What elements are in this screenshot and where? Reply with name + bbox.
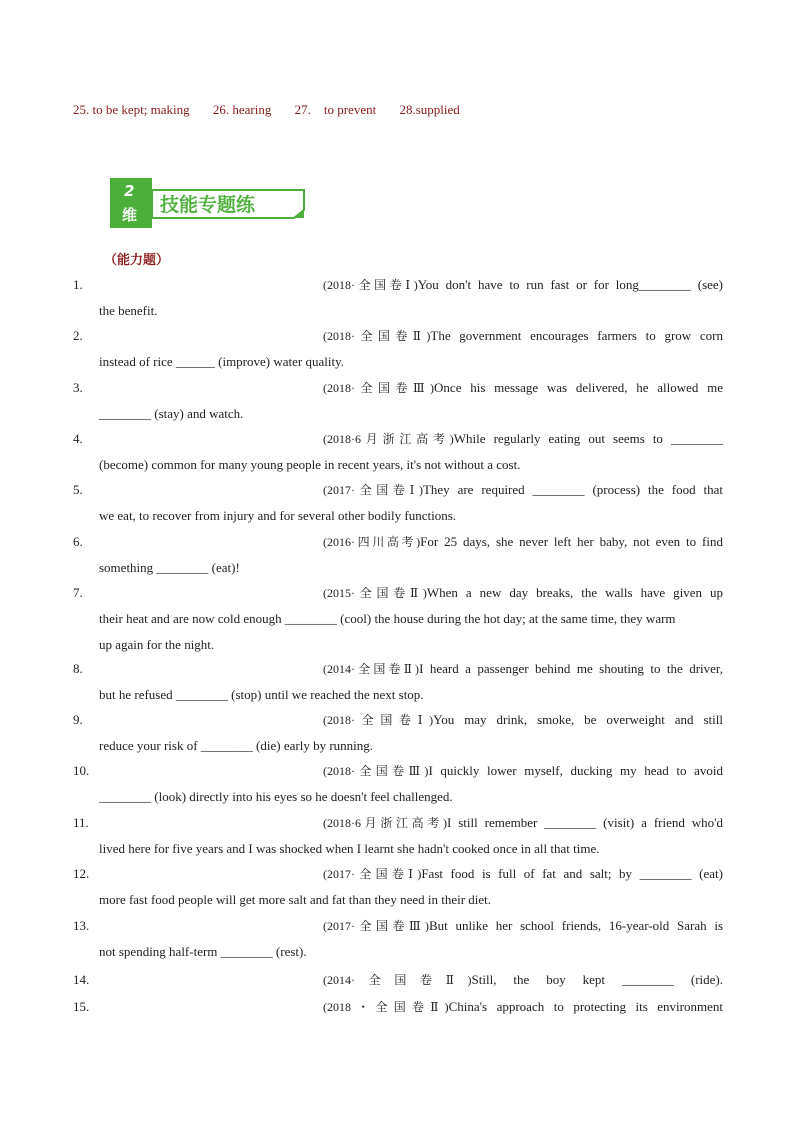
question-text: China's approach to protecting its environment <box>448 999 723 1014</box>
question-source-tag: (2018·全国卷Ⅲ) <box>323 764 429 778</box>
question-first-line <box>323 529 723 555</box>
question-source-tag: (2018·全国卷Ⅰ) <box>323 278 418 292</box>
question-first-line <box>323 375 723 401</box>
question-source-tag: (2014·全国卷Ⅱ) <box>323 973 472 987</box>
question-source-tag: (2018·全国卷Ⅱ) <box>323 329 431 343</box>
question-number: 8. <box>73 661 83 676</box>
question-item <box>73 913 723 965</box>
question-text: The government encourages farmers to grow corn <box>430 328 723 343</box>
question-first-line <box>323 913 723 939</box>
question-first-line <box>323 994 723 1020</box>
question-first-line <box>323 323 723 349</box>
question-text: But unlike her school friends, 16-year-old Sarah is <box>429 918 723 933</box>
question-item <box>73 375 723 427</box>
banner-badge-char: 维 <box>122 206 138 224</box>
answer-28: 28.supplied <box>399 102 460 117</box>
question-number: 12. <box>73 866 90 881</box>
question-first-line <box>323 861 723 887</box>
question-continuation: up again for the night. <box>99 637 215 652</box>
question-item <box>73 477 723 529</box>
question-first-line <box>323 707 723 733</box>
question-number: 15. <box>73 999 90 1014</box>
question-text: I still remember ________ (visit) a friend who'd <box>446 815 723 830</box>
question-continuation: (become) common for many young people in recent years, it's not without a cost. <box>99 457 521 472</box>
question-continuation: something ________ (eat)! <box>99 560 240 575</box>
question-number: 4. <box>73 431 83 446</box>
question-number: 1. <box>73 277 83 292</box>
question-item <box>73 810 723 862</box>
question-text: You may drink, smoke, be overweight and still <box>433 712 723 727</box>
banner-title: 技能专题练 <box>160 194 256 216</box>
question-continuation: ________ (look) directly into his eyes so he doesn't feel challenged. <box>99 789 453 804</box>
question-item <box>73 967 723 993</box>
question-item <box>73 323 723 375</box>
question-first-line <box>323 967 723 993</box>
question-continuation: we eat, to recover from injury and for several other bodily functions. <box>99 508 457 523</box>
question-number: 2. <box>73 328 83 343</box>
question-item <box>73 529 723 581</box>
question-source-tag: (2017·全国卷Ⅰ) <box>323 867 422 881</box>
question-continuation: but he refused ________ (stop) until we reached the next stop. <box>99 687 424 702</box>
question-number: 3. <box>73 380 83 395</box>
question-number: 6. <box>73 534 83 549</box>
question-number: 10. <box>73 763 90 778</box>
question-source-tag: (2018·全国卷Ⅰ) <box>323 713 434 727</box>
question-continuation: lived here for five years and I was shocked when I learnt she hadn't cooked once in all that time. <box>99 841 600 856</box>
question-continuation: the benefit. <box>99 303 158 318</box>
section-banner <box>108 176 308 230</box>
question-item <box>73 656 723 708</box>
question-number: 5. <box>73 482 83 497</box>
question-text: Fast food is full of fat and salt; by ________ (eat) <box>421 866 723 881</box>
question-continuation: instead of rice ______ (improve) water quality. <box>99 354 344 369</box>
question-text: Still, the boy kept ________ (ride). <box>471 972 723 987</box>
question-item <box>73 580 723 658</box>
question-source-tag: (2018·全国卷Ⅲ) <box>323 381 435 395</box>
question-text: While regularly eating out seems to ________ <box>453 431 723 446</box>
question-first-line <box>323 656 723 682</box>
question-continuation: not spending half-term ________ (rest). <box>99 944 307 959</box>
question-source-tag: (2018·6月浙江高考) <box>323 816 447 830</box>
question-continuation: their heat and are now cold enough ________ (cool) the house during the hot day; at the same time, they warm <box>99 611 676 626</box>
question-first-line <box>323 580 723 606</box>
question-item <box>73 861 723 913</box>
question-text: For 25 days, she never left her baby, not even to find <box>420 534 723 549</box>
answer-26: 26. hearing <box>212 102 272 117</box>
question-first-line <box>323 758 723 784</box>
question-text: When a new day breaks, the walls have given up <box>426 585 723 600</box>
answer-25: 25. to be kept; making <box>73 102 190 117</box>
question-source-tag: (2017·全国卷Ⅲ) <box>323 919 430 933</box>
question-source-tag: (2018·6月浙江高考) <box>323 432 454 446</box>
question-number: 9. <box>73 712 83 727</box>
question-text: Once his message was delivered, he allowed me <box>434 380 723 395</box>
question-continuation: reduce your risk of ________ (die) early by running. <box>99 738 374 753</box>
question-continuation: ________ (stay) and watch. <box>99 406 244 421</box>
question-first-line <box>323 810 723 836</box>
question-number: 7. <box>73 585 83 600</box>
question-source-tag: (2018・全国卷Ⅱ) <box>323 1000 449 1014</box>
question-first-line <box>323 426 723 452</box>
banner-badge-number: 2 <box>124 182 135 200</box>
question-item <box>73 707 723 759</box>
question-item <box>73 994 723 1020</box>
question-item <box>73 426 723 478</box>
question-source-tag: (2017·全国卷Ⅰ) <box>323 483 423 497</box>
question-first-line <box>323 272 723 298</box>
question-item <box>73 758 723 810</box>
question-text: They are required ________ (process) the food that <box>422 482 723 497</box>
question-first-line <box>323 477 723 503</box>
question-number: 13. <box>73 918 90 933</box>
question-number: 14. <box>73 972 90 987</box>
question-item <box>73 272 723 324</box>
question-text: I heard a passenger behind me shouting to the driver, <box>419 661 723 676</box>
question-number: 11. <box>73 815 89 830</box>
question-source-tag: (2016·四川高考) <box>323 535 421 549</box>
answer-27: 27. to prevent <box>294 102 377 117</box>
question-source-tag: (2014·全国卷Ⅱ) <box>323 662 420 676</box>
answer-key-line <box>73 102 480 118</box>
question-text: You don't have to run fast or for long________ (see) <box>417 277 723 292</box>
section-label: （能力题） <box>104 252 170 267</box>
question-source-tag: (2015·全国卷Ⅱ) <box>323 586 427 600</box>
question-continuation: more fast food people will get more salt and fat than they need in their diet. <box>99 892 492 907</box>
question-text: I quickly lower myself, ducking my head to avoid <box>428 763 723 778</box>
